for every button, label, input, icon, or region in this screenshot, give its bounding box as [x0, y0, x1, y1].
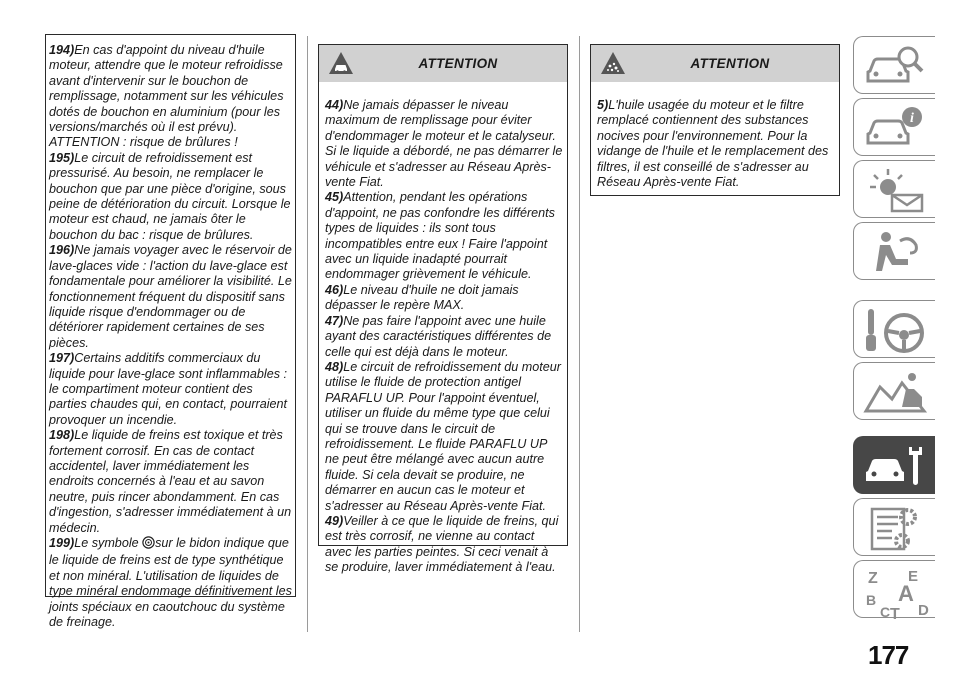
note-item: 196)Ne jamais voyager avec le réservoir de lave-glaces vide : l'action du lave-glace est fondamentale pour améliorer la visibilité. Le fonctionnement fréquent du dispositif sans liquide risque d'endommager ou de détériorer rapidement certaines de ses pièces. — [49, 243, 292, 350]
attention-title: ATTENTION — [418, 56, 498, 71]
note-item: 46)Le niveau d'huile ne doit jamais dépasser le repère MAX. — [325, 282, 519, 313]
note-item: 5)L'huile usagée du moteur et le filtre remplacé contiennent des substances nocives pour l'environnement. Pour la vidange de l'huile et le remplacement des filtres, il est conseillé de s'adresser au Réseau Après-vente Fiat. — [597, 98, 829, 190]
tab-specs-gear[interactable] — [853, 498, 935, 556]
tab-seat-airbag[interactable] — [853, 222, 935, 280]
notes-column — [45, 34, 296, 630]
car-wrench-icon — [862, 441, 928, 491]
column-divider — [579, 36, 580, 632]
note-item: 48)Le circuit de refroidissement du moteur utilise le fluide de protection antigel PARAFLU UP. Pour l'appoint éventuel, utiliser un fluide du même type que celui qui se trouve dans le circuit de refroidissement. Le fluide PARAFLU UP ne peut être mélangé avec aucun autre fluide. Si cela devait se produire, ne démarrer en aucun cas le moteur et s'adresser au Réseau Après-vente Fiat. — [325, 359, 561, 513]
car-search-icon — [862, 41, 928, 89]
tab-key-steering[interactable] — [853, 300, 935, 358]
tab-car-wrench[interactable] — [853, 436, 935, 494]
note-item: 47)Ne pas faire l'appoint avec une huile ayant des caractéristiques différentes de celle qui est déjà dans le moteur. — [325, 313, 552, 359]
index-letter: Z — [868, 570, 878, 587]
tab-car-info[interactable] — [853, 98, 935, 156]
tab-car-search[interactable] — [853, 36, 935, 94]
tab-alphabet-index[interactable] — [853, 560, 935, 621]
index-letter: T — [890, 606, 900, 621]
index-letter: E — [908, 568, 919, 585]
note-item: 49)Veiller à ce que le liquide de freins, qui est très corrosif, ne vienne au contact avec les parties peintes. Si ceci venait à se produire, laver immédiatement à l'eau. — [325, 513, 559, 575]
index-letter: C — [880, 604, 891, 620]
car-landscape-icon — [862, 367, 928, 417]
specs-gear-icon — [862, 503, 928, 555]
key-steering-wheel-icon — [862, 305, 928, 357]
column-divider — [307, 36, 308, 632]
light-message-icon — [862, 165, 928, 215]
note-item: 198)Le liquide de freins est toxique et très fortement corrosif. En cas de contact accidentel, laver immédiatement les endroits concernés à l'eau et au savon neutre, puis rincer abondamment. En cas d'ingestion, s'adresser immédiatement à un médecin. — [49, 428, 292, 535]
note-item: 44)Ne jamais dépasser le niveau maximum de remplissage pour éviter d'endommager le moteur et le catalyseur. Si le liquide a débordé, ne pas démarrer le véhicule et s'adresser au Réseau Après-vente Fiat. — [325, 98, 563, 190]
index-letter: D — [918, 602, 929, 619]
attention-body — [591, 82, 839, 190]
attention-header — [591, 45, 839, 82]
note-item: 197)Certains additifs commerciaux du liquide pour lave-glace sont inflammables : le compartiment moteur contient des parties chaudes qui, en contact, pourraient provoquer un incendie. — [49, 351, 288, 427]
note-item: 199)Le symbole sur le bidon indique que le liquide de freins est de type synthétique et non minéral. L'utilisation de liquides de type minéral endommage définitivement les joints spéciaux en caoutchouc du système de freinage. — [49, 536, 292, 630]
alphabet-index-icon — [862, 565, 932, 621]
page-number: 177 — [868, 640, 909, 670]
index-letter: A — [898, 581, 914, 606]
attention-title: ATTENTION — [690, 56, 770, 71]
attention-box — [590, 44, 840, 196]
tab-car-landscape[interactable] — [853, 362, 935, 420]
attention-header — [319, 45, 567, 82]
car-info-icon — [862, 103, 928, 151]
note-item: 45)Attention, pendant les opérations d'appoint, ne pas confondre les différents types de liquides : ils sont tous incompatibles entre eux ! Faire l'appoint avec un liquide inadapté pourrait endommager grièvement le véhicule. — [325, 190, 555, 282]
attention-body — [319, 82, 567, 576]
svg-text:i: i — [910, 111, 914, 126]
tab-light-message[interactable] — [853, 160, 935, 218]
brake-fluid-symbol-icon — [142, 536, 155, 553]
note-item: 194)En cas d'appoint du niveau d'huile moteur, attendre que le moteur refroidisse avant d'intervenir sur le bouchon de remplissage, notamment sur les véhicules dotés de bouchon en aluminium (pour les versions/marchés où il est prévu). ATTENTION : risque de brûlures ! — [49, 43, 284, 150]
attention-box — [318, 44, 568, 575]
index-letter: B — [866, 592, 877, 608]
note-item: 195)Le circuit de refroidissement est pressurisé. Au besoin, ne remplacer le bouchon que par une pièce d'origine, sous peine de détérioration du circuit. Lorsque le moteur est chaud, ne jamais ôter le bouchon du bac : risque de brûlures. — [49, 150, 291, 242]
seat-airbag-icon — [862, 227, 928, 277]
